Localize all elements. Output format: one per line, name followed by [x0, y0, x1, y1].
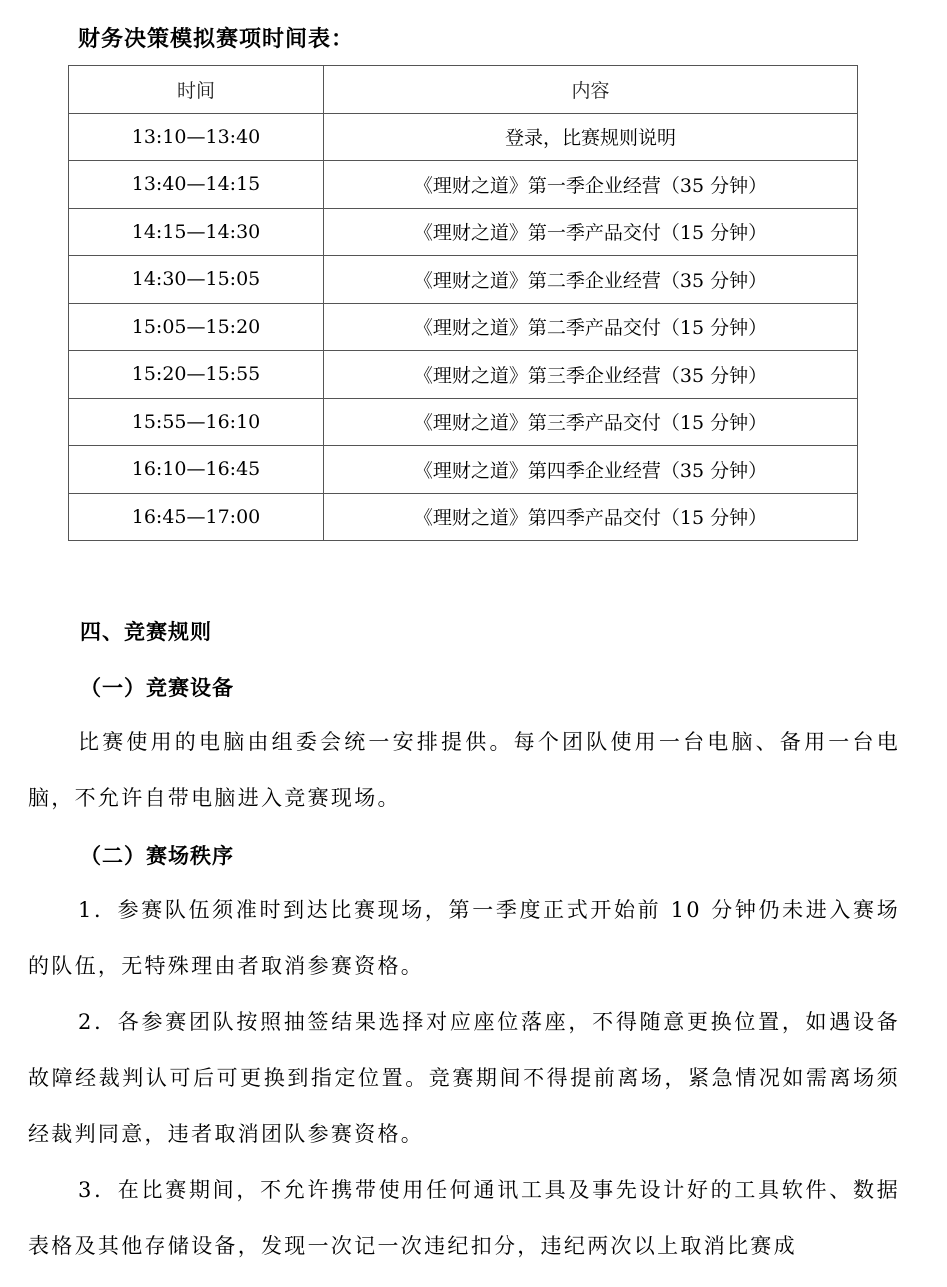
header-time: 时间 — [69, 66, 324, 114]
order-item-1: 1．参赛队伍须准时到达比赛现场，第一季度正式开始前 10 分钟仍未进入赛场的队伍，无特殊理由者取消参赛资格。 — [28, 898, 900, 978]
time-cell: 14:30—15:05 — [69, 256, 324, 304]
order-item-2: 2．各参赛团队按照抽签结果选择对应座位落座，不得随意更换位置，如遇设备故障经裁判认可后可更换到指定位置。竞赛期间不得提前离场，紧急情况如需离场须经裁判同意，违者取消团队参赛资格。 — [28, 1010, 900, 1146]
time-cell: 16:10—16:45 — [69, 446, 324, 494]
content-cell: 登录，比赛规则说明 — [324, 113, 858, 161]
time-cell: 14:15—14:30 — [69, 208, 324, 256]
table-row — [69, 208, 858, 256]
table-row — [69, 446, 858, 494]
time-cell: 13:10—13:40 — [69, 113, 324, 161]
table-row — [69, 161, 858, 209]
table-row — [69, 113, 858, 161]
table-row — [69, 351, 858, 399]
content-cell: 《理财之道》第三季产品交付（15 分钟） — [324, 398, 858, 446]
table-row — [69, 398, 858, 446]
section-heading-rules: 四、竞赛规则 — [80, 619, 212, 644]
content-cell: 《理财之道》第四季企业经营（35 分钟） — [324, 446, 858, 494]
time-cell: 15:05—15:20 — [69, 303, 324, 351]
table-row — [69, 303, 858, 351]
content-cell: 《理财之道》第二季企业经营（35 分钟） — [324, 256, 858, 304]
time-cell: 16:45—17:00 — [69, 493, 324, 541]
order-item-3: 3．在比赛期间，不允许携带使用任何通讯工具及事先设计好的工具软件、数据表格及其他存储设备，发现一次记一次违纪扣分，违纪两次以上取消比赛成 — [28, 1178, 900, 1258]
content-cell: 《理财之道》第二季产品交付（15 分钟） — [324, 303, 858, 351]
content-cell: 《理财之道》第一季产品交付（15 分钟） — [324, 208, 858, 256]
time-cell: 15:55—16:10 — [69, 398, 324, 446]
schedule-table — [68, 65, 858, 541]
table-header-row — [69, 66, 858, 114]
time-cell: 13:40—14:15 — [69, 161, 324, 209]
header-content: 内容 — [324, 66, 858, 114]
subsection-heading-equipment: （一）竞赛设备 — [80, 675, 234, 700]
subsection-heading-order: （二）赛场秩序 — [80, 843, 234, 868]
content-cell: 《理财之道》第一季企业经营（35 分钟） — [324, 161, 858, 209]
content-cell: 《理财之道》第三季企业经营（35 分钟） — [324, 351, 858, 399]
schedule-title: 财务决策模拟赛项时间表： — [78, 26, 355, 52]
equipment-paragraph: 比赛使用的电脑由组委会统一安排提供。每个团队使用一台电脑、备用一台电脑，不允许自带电脑进入竞赛现场。 — [28, 730, 900, 810]
content-cell: 《理财之道》第四季产品交付（15 分钟） — [324, 493, 858, 541]
table-row — [69, 493, 858, 541]
table-row — [69, 256, 858, 304]
time-cell: 15:20—15:55 — [69, 351, 324, 399]
